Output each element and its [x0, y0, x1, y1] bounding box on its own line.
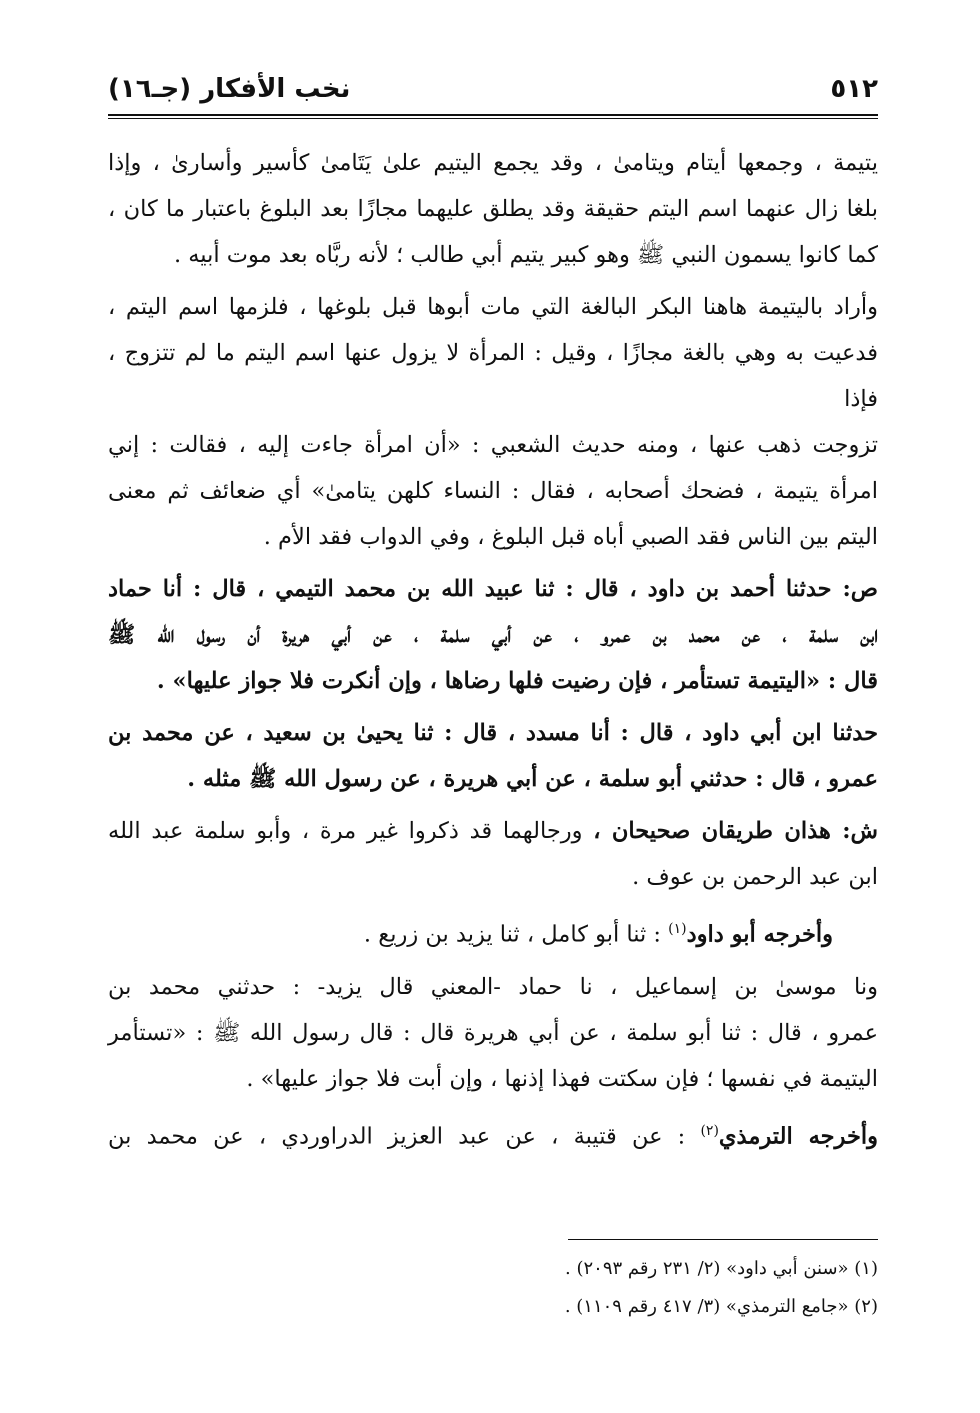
text-line: ابن سلمة ، عن محمد بن عمرو ، عن أبي سلمة ، عن أبي هريرة أن رسول الله ﷺ [108, 622, 878, 648]
text-line: حدثنا ابن أبي داود ، قال : أنا مسدد ، قال : ثنا يحيىٰ بن سعيد ، عن محمد بن [108, 720, 878, 746]
footnote-ref: (١) [668, 921, 687, 937]
text-line [108, 808, 878, 854]
text-line [108, 906, 878, 958]
text-line: يتيمة ، وجمعها أيتام ويتامىٰ ، وقد يجمع اليتيم علىٰ يَتَامىٰ كأسير وأسارىٰ ، وإذا [108, 150, 878, 176]
text-line: عمرو ، قال : ثنا أبو سلمة ، عن أبي هريرة قال : قال رسول الله ﷺ : «تستأمر [108, 1019, 878, 1046]
footnote-ref: (٢) [700, 1122, 719, 1139]
paragraph-commentary [108, 808, 878, 900]
footnote-2: (٢) «جامع الترمذي» (٣/ ٤١٧ رقم ١١٠٩) . [564, 1296, 878, 1317]
text-line: كما كانوا يسمون النبي ﷺ وهو كبير يتيم أبي طالب ؛ لأنه ربَّاه بعد موت أبيه . [173, 242, 878, 268]
paragraph-hadith-2 [108, 710, 878, 802]
source-lead: وأخرجه أبو داود [686, 921, 833, 948]
paragraph-2 [108, 284, 878, 560]
source-rest: : ثنا أبو كامل ، ثنا يزيد بن زريع . [363, 921, 669, 948]
commentary-rest: ورجالهما قد ذكروا غير مرة ، وأبو سلمة عبد الله [108, 818, 594, 844]
paragraph-abu-dawud [108, 906, 878, 958]
header-rule [108, 114, 878, 119]
footnote-1: (١) «سنن أبي داود» (٢/ ٢٣١ رقم ٢٠٩٣) . [565, 1258, 878, 1279]
text-line: ابن عبد الرحمن بن عوف . [632, 864, 878, 890]
text-line: قال : «اليتيمة تستأمر ، فإن رضيت فلها رضاها ، وإن أنكرت فلا جواز عليها» . [156, 668, 878, 694]
text-line: ص: حدثنا أحمد بن داود ، قال : ثنا عبيد الله بن محمد التيمي ، قال : أنا حماد [108, 576, 878, 602]
paragraph-hadith-1 [108, 566, 878, 704]
paragraph-1 [108, 140, 878, 278]
text-line: اليتم بين الناس فقد الصبي أباه قبل البلوغ ، وفي الدواب فقد الأم . [263, 524, 878, 550]
commentary-lead: ش: هذان طريقان صحيحان ، [593, 818, 878, 844]
footnote-rule [568, 1239, 878, 1240]
text-line: ونا موسىٰ بن إسماعيل ، نا حماد -المعني قال يزيد- : حدثني محمد بن [108, 973, 878, 1000]
page-header [108, 70, 878, 108]
text-line: عمرو ، قال : حدثني أبو سلمة ، عن أبي هريرة ، عن رسول الله ﷺ مثله . [187, 766, 878, 792]
text-line [108, 1108, 878, 1160]
text-line: بلغا زال عنهما اسم اليتم حقيقة وقد يطلق عليهما مجازًا بعد البلوغ باعتبار ما كان ، [108, 196, 878, 222]
text-line: وأراد باليتيمة هاهنا البكر البالغة التي مات أبوها قبل بلوغها ، فلزمها اسم اليتم ، [108, 294, 878, 320]
paragraph-tirmidhi [108, 1108, 878, 1160]
book-title: نخب الأفكار (جـ١٦) [108, 74, 351, 104]
page-number: ٥١٢ [830, 74, 878, 104]
source-lead: وأخرجه الترمذي [718, 1123, 878, 1149]
text-line: امرأة يتيمة ، فضحك أصحابه ، فقال : النساء كلهن يتامىٰ» أي ضعائف ثم معنى [108, 478, 878, 504]
text-line: فدعيت به وهي بالغة مجازًا ، وقيل : المرأة لا يزول عنها اسم اليتم ما لم تتزوج ، فإذا [108, 340, 878, 412]
paragraph-isnad [108, 964, 878, 1102]
source-rest: : عن قتيبة ، عن عبد العزيز الدراوردي ، عن محمد بن [108, 1123, 701, 1149]
text-line: اليتيمة في نفسها ؛ فإن سكتت فهذا إذنها ، وإن أبت فلا جواز عليها» . [246, 1065, 878, 1092]
page-body [108, 140, 878, 1165]
text-line: تزوجت ذهب عنها ، ومنه حديث الشعبي : «أن امرأة جاءت إليه ، فقالت : إني [108, 432, 878, 458]
footnotes [108, 1250, 878, 1326]
